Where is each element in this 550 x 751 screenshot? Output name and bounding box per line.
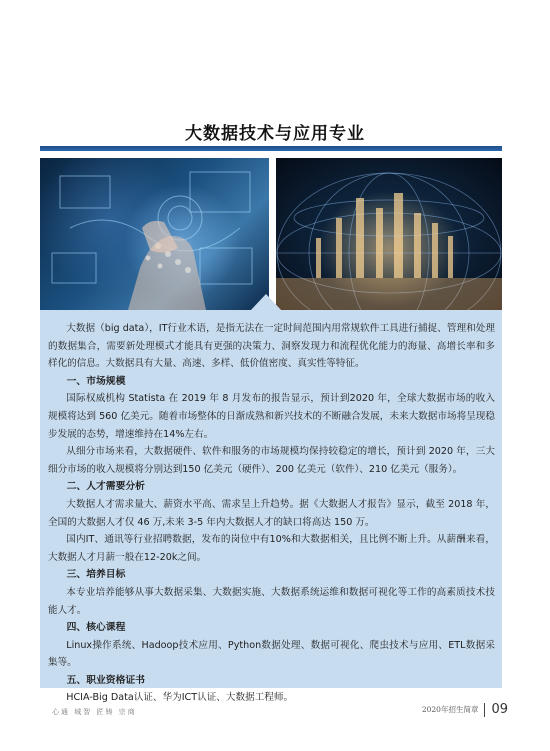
page-title: 大数据技术与应用专业	[185, 124, 365, 144]
hand-touching-data-photo	[40, 158, 269, 310]
section-paragraph: 本专业培养能够从事大数据采集、大数据实施、大数据系统运维和数据可视化等工作的高素质技术技能人才。	[48, 586, 495, 616]
section-paragraph: HCIA-Big Data认证、华为ICT认证、大数据工程师。	[66, 692, 294, 704]
section-paragraph: 从细分市场来看，大数据硬件、软件和服务的市场规模均保持较稳定的增长，预计到 2020 年，三大细分市场的收入规模将分别达到150 亿美元（硬件）、200 亿美元（软件）、210 亿美元（服务）。	[48, 446, 495, 475]
section-heading: 一、市场规模	[66, 375, 126, 387]
footer-right	[422, 702, 508, 717]
section-paragraph: Linux操作系统、Hadoop技术应用、Python数据处理、数据可视化、爬虫技术与应用、ETL数据采集等。	[48, 639, 495, 669]
brochure-label: 2020年招生简章	[421, 705, 479, 714]
panel-notch	[250, 294, 282, 311]
section-heading: 五、职业资格证书	[66, 674, 145, 686]
section-paragraph: 大数据人才需求量大、薪资水平高、需求呈上升趋势。据《大数据人才报告》显示，截至 2018 年，全国的大数据人才仅 46 万,未来 3-5 年内大数据人才的缺口将高达 150 万。	[48, 498, 495, 528]
title-rule	[40, 146, 502, 151]
section-heading: 四、核心课程	[66, 622, 126, 634]
footer-motto: 心通 城智 匠铸 宗商	[52, 708, 137, 716]
section-paragraph: 国内IT、通讯等行业招聘数据，发布的岗位中有10%和大数据相关，且比例不断上升。从薪酬来看，大数据人才月薪一般在12-20k之间。	[48, 534, 495, 563]
city-globe-photo	[276, 158, 502, 310]
footer-divider	[484, 703, 485, 717]
page-number: 09	[491, 702, 508, 717]
section-heading: 二、人才需要分析	[66, 481, 145, 493]
content-body	[48, 320, 495, 707]
section-heading: 三、培养目标	[66, 569, 126, 581]
section-paragraph: 国际权威机构 Statista 在 2019 年 8 月发布的报告显示，预计到2020 年，全球大数据市场的收入规模将达到 560 亿美元。随着市场整体的日渐成熟和新兴技术的不断融合发展，未来大数据市场将呈现稳步发展的态势，增速维持在14%左右。	[48, 393, 495, 440]
intro-paragraph: 大数据（big data），IT行业术语，是指无法在一定时间范围内用常规软件工具进行捕捉、管理和处理的数据集合，需要新处理模式才能具有更强的决策力、洞察发现力和流程优化能力的海量、高增长率和多样化的信息。大数据具有大量、高速、多样、低价值密度、真实性等特征。	[48, 323, 495, 370]
